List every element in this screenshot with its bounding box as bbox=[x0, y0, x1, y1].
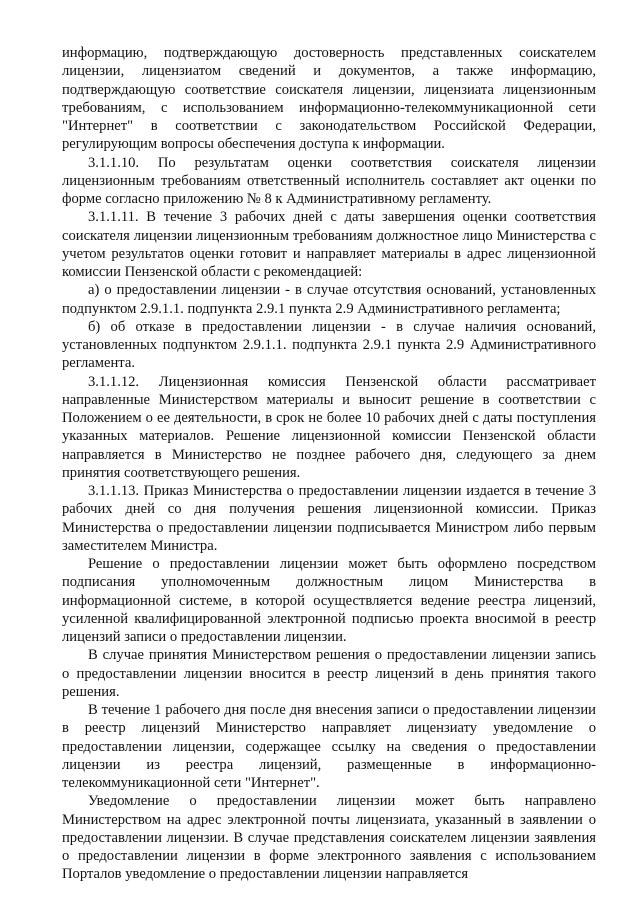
paragraph-email-notification: Уведомление о предоставлении лицензии может быть направлено Министерством на адрес электронной почты лицензиата, указанный в заявлении о предоставлении лицензии. В случае представления соискателем лицензии заявления о предоставлении лицензии в форме электронного заявления с использованием Порталов уведомление о предоставлении лицензии направляется bbox=[62, 793, 596, 883]
paragraph-3-1-1-12: 3.1.1.12. Лицензионная комиссия Пензенской области рассматривает направленные Министерством материалы и выносит решение в соответствии с Положением о ее деятельности, в срок не более 10 рабочих дней с даты поступления указанных материалов. Решение лицензионной комиссии Пензенской области направляется в Министерство не позднее рабочего дня, следующего за днем принятия соответствующего решения. bbox=[62, 373, 596, 481]
document-text bbox=[62, 44, 596, 884]
paragraph-notification: В течение 1 рабочего дня после дня внесения записи о предоставлении лицензии в реестр лицензий Министерство направляет лицензиату уведомление о предоставлении лицензии, содержащее ссылку на сведения о предоставлении лицензии из реестра лицензий, размещенные в информационно-телекоммуникационной сети "Интернет". bbox=[62, 702, 596, 791]
paragraph-3-1-1-10: 3.1.1.10. По результатам оценки соответствия соискателя лицензии лицензионным требованиям ответственный исполнитель составляет акт оценки по форме согласно приложению № 8 к Административному регламенту. bbox=[62, 154, 596, 207]
paragraph-continuation: информацию, подтверждающую достоверность представленных соискателем лицензии, лицензиатом сведений и документов, а также информацию, подтверждающую соответствие соискателя лицензии, лицензиата лицензионным требованиям, с использованием информационно-телекоммуникационной сети "Интернет" в соответствии с законодательством Российской Федерации, регулирующим вопросы обеспечения доступа к информации. bbox=[62, 45, 596, 153]
paragraph-3-1-1-11: 3.1.1.11. В течение 3 рабочих дней с даты завершения оценки соответствия соискателя лицензии лицензионным требованиям должностное лицо Министерства с учетом результатов оценки готовит и направляет материалы в адрес лицензионной комиссии Пензенской области с рекомендацией: bbox=[62, 209, 596, 280]
paragraph-3-1-1-13: 3.1.1.13. Приказ Министерства о предоставлении лицензии издается в течение 3 рабочих дней со дня получения решения лицензионной комиссии. Приказ Министерства о предоставлении лицензии подписывается Министром либо первым заместителем Министра. bbox=[62, 483, 596, 554]
paragraph-registry-entry: В случае принятия Министерством решения о предоставлении лицензии запись о предоставлении лицензии вносится в реестр лицензий в день принятия такого решения. bbox=[62, 647, 596, 700]
paragraph-item-b: б) об отказе в предоставлении лицензии - в случае наличия оснований, установленных подпунктом 2.9.1.1. подпункта 2.9.1 пункта 2.9 Административного регламента. bbox=[62, 318, 596, 372]
paragraph-item-a: а) о предоставлении лицензии - в случае отсутствия оснований, установленных подпунктом 2.9.1.1. подпункта 2.9.1 пункта 2.9 Административного регламента; bbox=[62, 282, 596, 317]
paragraph-electronic-signature: Решение о предоставлении лицензии может быть оформлено посредством подписания уполномоченным должностным лицом Министерства в информационной системе, в которой осуществляется ведение реестра лицензий, усиленной квалифицированной электронной подписью проекта вносимой в реестр лицензий записи о предоставлении лицензии. bbox=[62, 556, 596, 645]
